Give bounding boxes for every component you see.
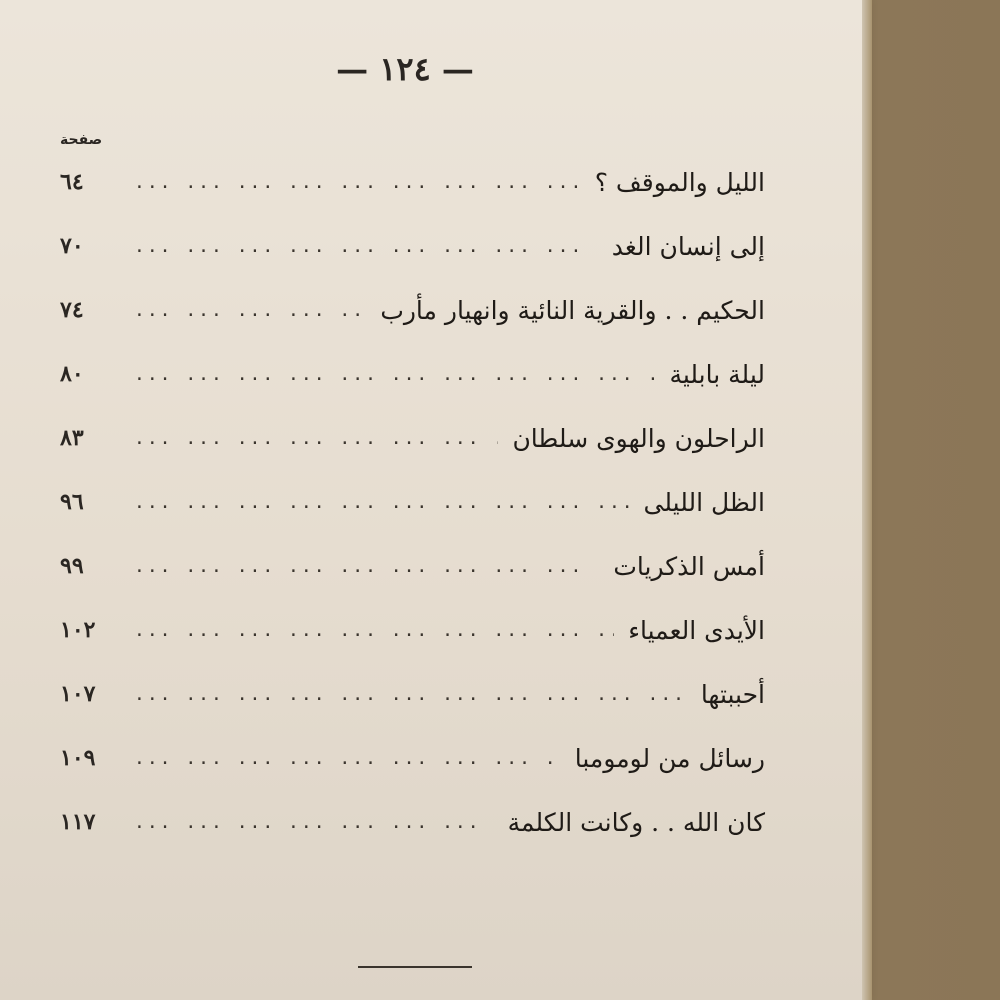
toc-entry [60, 534, 765, 598]
toc-title: كان الله . . وكانت الكلمة [507, 807, 765, 837]
toc-title: الليل والموقف ؟ [594, 167, 765, 197]
toc-title: رسائل من لومومبا [574, 743, 765, 773]
toc-title: أمس الذكريات [613, 551, 765, 581]
toc-entry [60, 214, 765, 278]
dot-leader [134, 812, 494, 833]
page-edge [862, 0, 872, 1000]
toc-page-number: ١٠٩ [60, 745, 96, 771]
toc-entry [60, 598, 765, 662]
toc-page-number: ٨٣ [60, 425, 84, 451]
toc-title: ليلة بابلية [669, 359, 765, 389]
toc-title: الظل الليلى [643, 487, 765, 517]
toc-entry [60, 790, 765, 854]
end-rule [358, 966, 472, 968]
toc-title: أحببتها [700, 679, 765, 709]
toc-page-number: ٧٠ [60, 233, 84, 259]
toc-entry [60, 662, 765, 726]
page-number: — ١٢٤ — [336, 50, 474, 88]
toc-page-number: ٨٠ [60, 361, 84, 387]
toc-page-number: ١٠٧ [60, 681, 96, 707]
toc-title: الحكيم . . والقرية النائية وانهيار مأرب [380, 295, 765, 325]
toc-page-number: ٩٩ [60, 553, 84, 579]
dot-leader [134, 236, 598, 257]
dot-leader [134, 428, 498, 449]
toc-title: إلى إنسان الغد [611, 231, 765, 261]
dot-leader [134, 492, 630, 513]
toc-entry [60, 150, 765, 214]
toc-page-number: ٩٦ [60, 489, 84, 515]
toc-page-number: ٧٤ [60, 297, 84, 323]
dot-leader [134, 684, 687, 705]
toc-entry [60, 342, 765, 406]
toc-entry [60, 278, 765, 342]
toc-page-number: ٦٤ [60, 169, 84, 195]
dot-leader [134, 364, 655, 385]
toc-entry [60, 406, 765, 470]
toc-entry [60, 726, 765, 790]
toc-title: الراحلون والهوى سلطان [512, 423, 765, 453]
dot-leader [134, 556, 599, 577]
page-column-heading: صفحة [60, 132, 103, 148]
table-of-contents [60, 150, 765, 854]
toc-title: الأيدى العمياء [628, 615, 765, 645]
dot-leader [134, 172, 581, 193]
dot-leader [134, 748, 561, 769]
toc-page-number: ١١٧ [60, 809, 96, 835]
toc-page-number: ١٠٢ [60, 617, 96, 643]
dot-leader [134, 620, 614, 641]
dot-leader [134, 300, 366, 321]
toc-entry [60, 470, 765, 534]
